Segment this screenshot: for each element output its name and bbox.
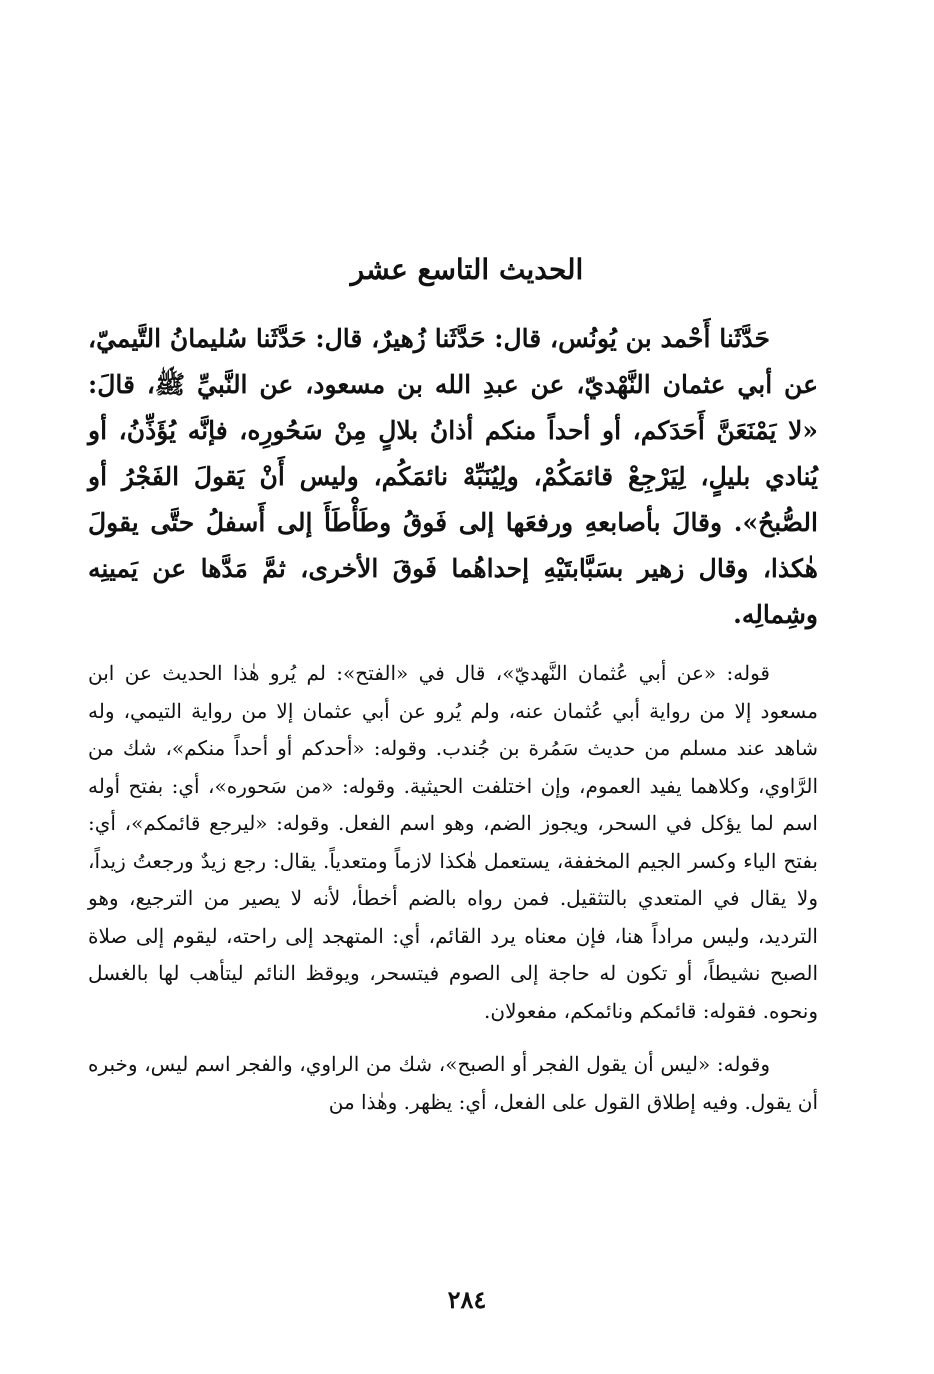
commentary-paragraph-2: وقوله: «ليس أن يقول الفجر أو الصبح»، شك من الراوي، والفجر اسم ليس، وخبره أن يقول. وفيه إطلاق القول على الفعل، أي: يظهر. وهٰذا من xyxy=(88,1052,818,1114)
chapter-title: الحديث التاسع عشر xyxy=(350,253,584,286)
hadith-text-block xyxy=(88,316,818,638)
commentary-paragraph-1: قوله: «عن أبي عُثمان النَّهديّ»، قال في «الفتح»: لم يُرو هٰذا الحديث عن ابن مسعود إلا من رواية أبي عُثمان عنه، ولم يُرو عن أبي عثمان إلا من رواية التيمي، وله شاهد عند مسلم من حديث سَمُرة بن جُندب. وقوله: «أحدكم أو أحداً منكم»، شك من الرَّاوي، وكلاهما يفيد العموم، وإن اختلفت الحيثية. وقوله: «من سَحوره»، أي: بفتح أوله اسم لما يؤكل في السحر، ويجوز الضم، وهو اسم الفعل. وقوله: «ليرجع قائمكم»، أي: بفتح الياء وكسر الجيم المخففة، يستعمل هٰكذا لازماً ومتعدياً. يقال: رجع زيدٌ ورجعتُ زيداً، ولا يقال في المتعدي بالتثقيل. فمن رواه بالضم أخطأ، لأنه لا يصير من الترجيع، وهو الترديد، وليس مراداً هنا، فإن معناه يرد القائم، أي: المتهجد إلى راحته، ليقوم إلى صلاة الصبح نشيطاً، أو تكون له حاجة إلى الصوم فيتسحر، ويوقظ النائم ليتأهب لها بالغسل ونحوه. فقوله: قائمكم ونائمكم، مفعولان. xyxy=(88,661,818,1023)
commentary-block xyxy=(88,655,818,1121)
page-number: ٢٨٤ xyxy=(447,1285,487,1314)
hadith-paragraph: حَدَّثَنا أَحْمد بن يُونُس، قال: حَدَّثَنا زُهيرٌ، قال: حَدَّثَنا سُليمانُ التَّيميّ، عن أبي عثمان النَّهْديّ، عن عبدِ الله بن مسعود، عن النَّبيِّ ﷺ، قالَ: «لا يَمْنَعَنَّ أَحَدَكم، أو أحداً منكم أذانُ بلالٍ مِنْ سَحُورِه، فإنَّه يُؤَذِّنُ، أو يُنادي بليلٍ، لِيَرْجِعْ قائمَكُمْ، ولِيُنَبِّهْ نائمَكُم، وليس أَنْ يَقولَ الفَجْرُ أو الصُّبحُ». وقالَ بأصابعهِ ورفعَها إلى فَوقُ وطَأْطَأَ إلى أَسفلُ حتَّى يقولَ هٰكذا، وقال زهير بسَبَّابتَيْهِ إحداهُما فَوقَ الأخرى، ثمَّ مَدَّها عن يَمينِه وشِمالِه. xyxy=(88,324,818,629)
